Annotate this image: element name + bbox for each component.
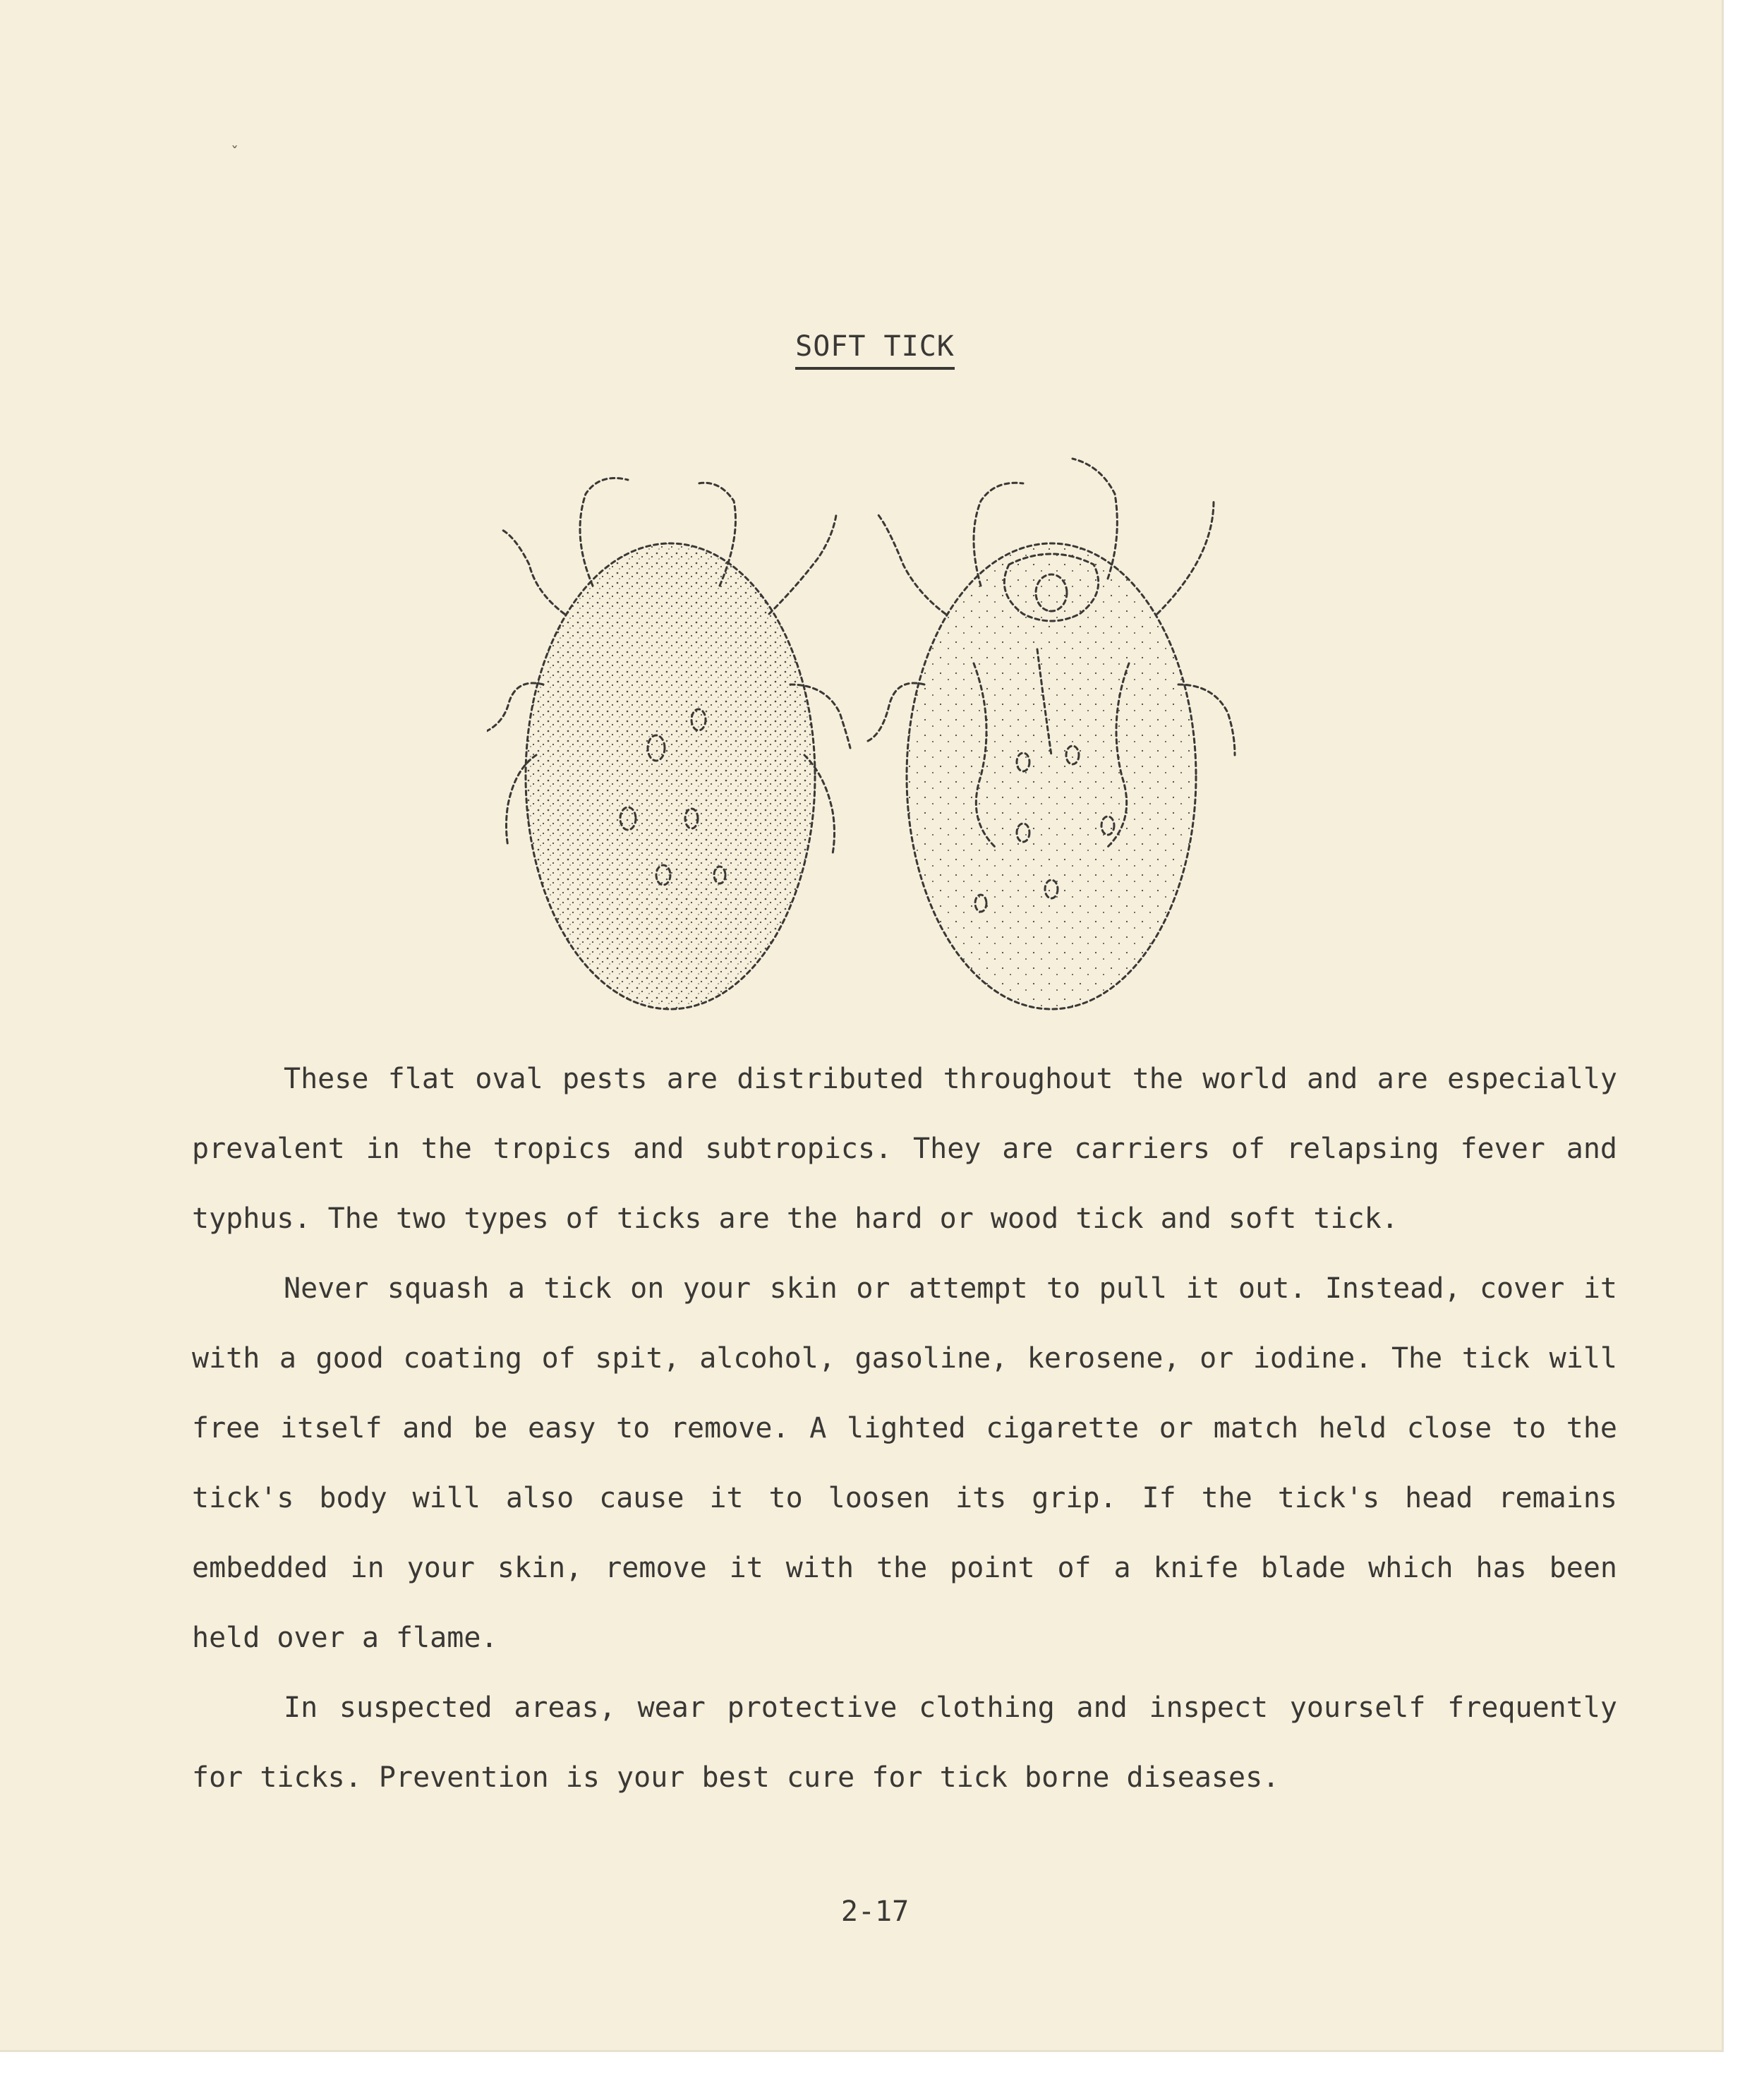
soft-tick-dorsal-view-icon [487, 478, 850, 1010]
page-number: 2-17 [840, 1895, 910, 1928]
body-text [192, 1044, 1617, 1813]
paragraph-prevention: In suspected areas, wear protective clothing and inspect yourself frequently for ticks. Prevention is your best cure for tick borne diseases. [192, 1691, 1617, 1794]
paragraph-tick-removal: Never squash a tick on your skin or attempt to pull it out. Instead, cover it with a good coating of spit, alcohol, gasoline, kerosene, or iodine. The tick will free itself and be easy to remove. A lighted cigarette or match held close to the tick's body will also cause it to loosen its grip. If the tick's head remains embedded in your skin, remove it with the point of a knife blade which has been held over a flame. [192, 1272, 1617, 1654]
paper-speck: ˇ [230, 145, 240, 162]
page-title [0, 330, 1750, 363]
paragraph-ticks-overview: These flat oval pests are distributed throughout the world and are especially prevalent in the tropics and subtropics. They are carriers of relapsing fever and typhus. The two types of ticks are the hard or wood tick and soft tick. [192, 1063, 1617, 1235]
tick-illustration [487, 452, 1277, 1030]
page-title-text: SOFT TICK [795, 330, 955, 370]
soft-tick-ventral-view-icon [868, 459, 1235, 1009]
